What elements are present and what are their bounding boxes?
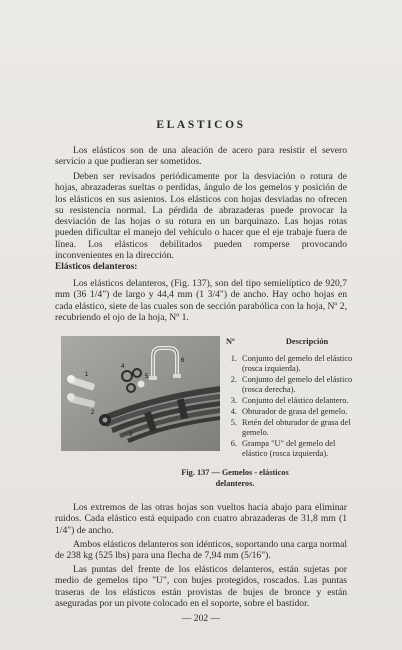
callout-2: 2 xyxy=(91,410,95,416)
spring-parts-illustration xyxy=(61,336,220,451)
paragraph-front-springs: Los elásticos delanteros, (Fig. 137), son del tipo semielíptico de 920,7 mm (36 1/4") de largo y 44,4 mm (1 3/4") de ancho. Hay ocho hojas en cada elástico, siete de las cuales son de sección parabólica con la hoja, Nº 2, recubriendo el ojo de la hoja, Nº 1. xyxy=(55,278,348,323)
callout-3: 3 xyxy=(129,432,133,438)
figure-137-photo xyxy=(61,336,220,451)
figure-caption xyxy=(150,468,320,489)
legend-item-number: 5. xyxy=(230,418,237,427)
legend-item-text: Conjunto del elástico delantero. xyxy=(242,396,349,405)
legend-item-text: Retén del obturador de grasa del gemelo. xyxy=(242,418,351,437)
legend-item-number: 1. xyxy=(230,354,237,363)
legend-item xyxy=(226,375,362,395)
callout-1: 1 xyxy=(85,372,89,378)
paragraph-intro: Los elásticos son de una aleación de acero para resistir el severo servicio a que pudieran ser sometidos. xyxy=(55,145,347,168)
legend-item xyxy=(226,407,362,417)
legend-item xyxy=(226,396,362,406)
callout-4: 4 xyxy=(121,364,125,370)
legend-item-number: 4. xyxy=(230,407,237,416)
legend-header xyxy=(226,337,362,347)
legend-item-number: 3. xyxy=(230,396,237,405)
legend-item-number: 2. xyxy=(230,375,237,384)
caption-line-2: delanteros. xyxy=(215,478,255,488)
legend-item-number: 6. xyxy=(230,439,237,448)
callout-6: 6 xyxy=(181,358,185,364)
legend-item xyxy=(226,354,362,374)
legend-item-text: Conjunto del gemelo del elástico (rosca izquierda). xyxy=(242,354,353,373)
legend-item xyxy=(226,418,362,438)
legend-col-description: Descripción xyxy=(285,337,329,346)
page-title: ELASTICOS xyxy=(156,119,246,131)
legend-col-number: Nº xyxy=(226,337,235,346)
page-number: — 202 — xyxy=(181,613,221,624)
paragraph-shackles: Las puntas del frente de los elásticos delanteros, están sujetas por medio de gemelos tipo "U", con bujes protegidos, roscados. Las puntas traseras de los elásticos están provistas de bujes de bronce y están aseguradas por un pivote colocado en el soporte, sobre el bastidor. xyxy=(55,564,347,609)
legend-item-text: Obturador de grasa del gemelo. xyxy=(242,407,348,416)
paragraph-inspection: Deben ser revisados periódicamente por la desviación o rotura de hojas, abrazaderas sueltas o perdidas, ángulo de los gemelos y posición de los elásticos en sus asientos. Los elásticos con hojas desviadas no ofrecen su resistencia normal. La pérdida de abrazaderas puede provocar la desviación de las hojas o su rotura en un barquinazo. Las hojas rotas pueden dificultar el manejo del vehículo o hacer que el eje trabaje fuera de línea. Los elásticos debilitados pueden romperse provocando inconvenientes en la dirección. xyxy=(55,171,347,262)
caption-line-1: Fig. 137 — Gemelos - elásticos xyxy=(181,468,289,477)
legend-item-text: Grampa "U" del gemelo del elástico (rosca izquierda). xyxy=(242,439,336,458)
section-heading: Elásticos delanteros: xyxy=(55,262,138,272)
paragraph-leaf-ends: Los extremos de las otras hojas son vueltos hacia abajo para eliminar ruidos. Cada elástico está equipado con cuatro abrazaderas de 31,8 mm (1 1/4") de ancho. xyxy=(55,502,347,536)
legend-item xyxy=(226,439,362,459)
paragraph-load: Ambos elásticos delanteros son idénticos, soportando una carga normal de 238 kg (525 lbs) para una flecha de 7,94 mm (5/16"). xyxy=(55,539,347,562)
figure-legend xyxy=(226,337,362,460)
legend-item-text: Conjunto del gemelo del elástico (rosca derecha). xyxy=(242,375,353,394)
callout-5: 5 xyxy=(145,374,149,380)
